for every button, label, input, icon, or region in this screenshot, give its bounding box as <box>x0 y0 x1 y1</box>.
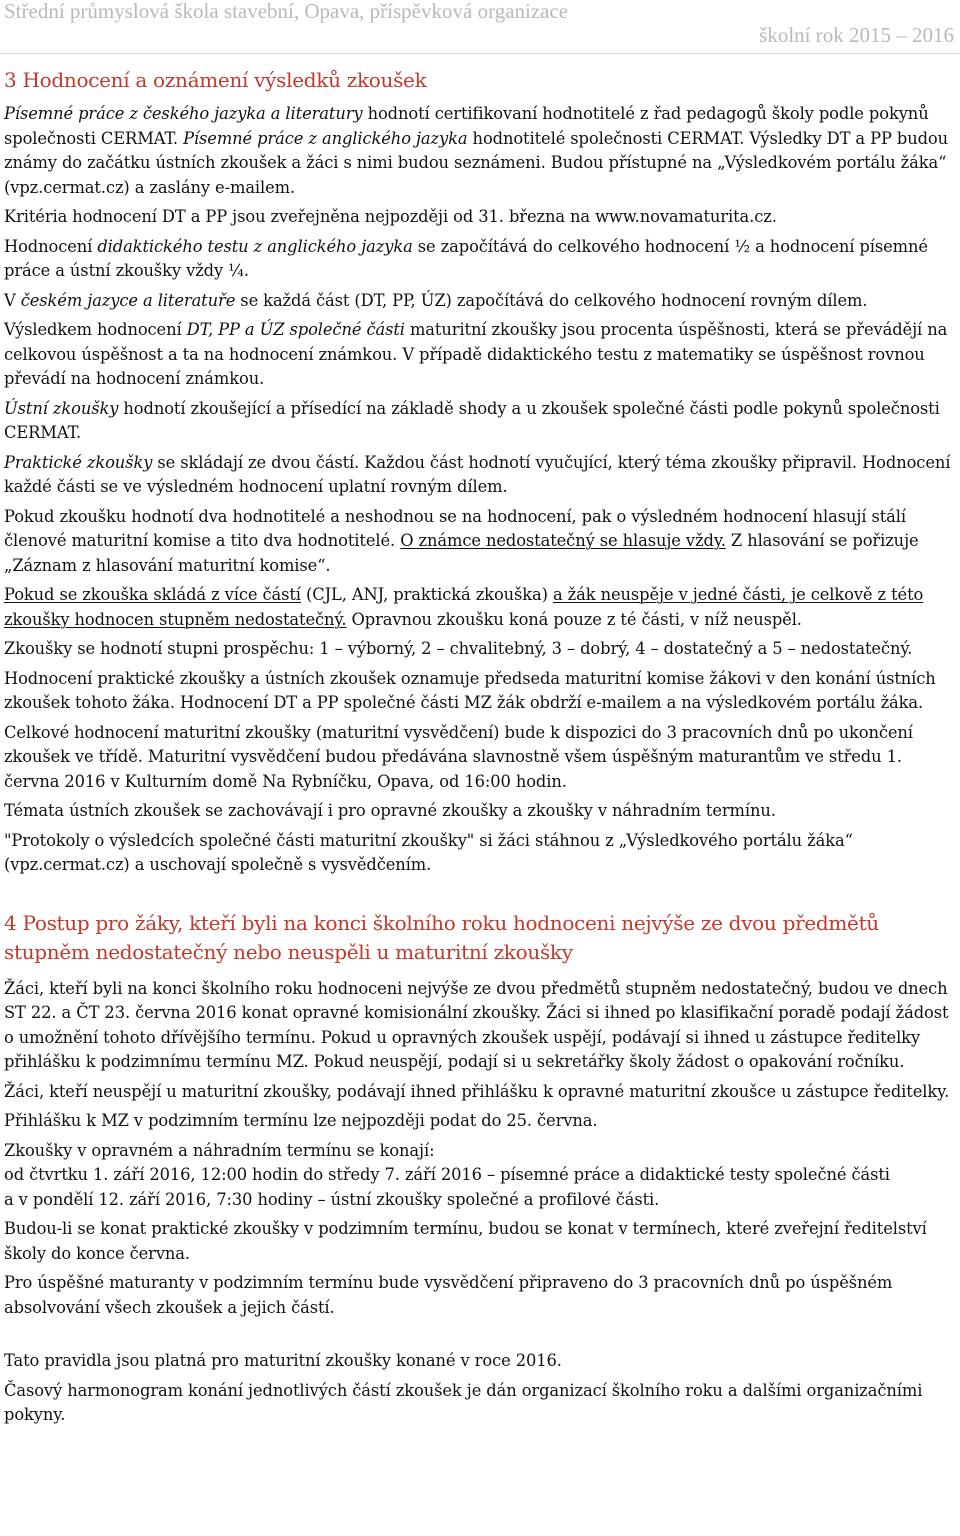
section-3-paragraph <box>4 583 952 632</box>
section-3-paragraph <box>4 667 952 716</box>
section-3-paragraph <box>4 318 952 392</box>
text-run: českém jazyce a literatuře <box>20 290 236 310</box>
text-run: se každá část (DT, PP, ÚZ) započítává do celkového hodnocení rovným dílem. <box>235 290 868 310</box>
text-run: hodnotí zkoušející a přísedící na základě shody a u zkoušek společné části podle pokynů společnosti CERMAT. <box>4 398 940 442</box>
text-run: Témata ústních zkoušek se zachovávají i pro opravné zkoušky a zkoušky v náhradním termínu. <box>4 801 776 820</box>
section-3-paragraph <box>4 829 952 878</box>
text-run: a žák neuspěje v jedné části, je celkově z této zkoušky hodnocen stupněm nedostatečný. <box>4 585 924 629</box>
main-content <box>4 66 952 1433</box>
text-run: se skládají ze dvou částí. Každou část hodnotí vyučující, který téma zkoušky připravil. Hodnocení každé části se ve výsledném hodnocení uplatní rovným dílem. <box>4 452 951 496</box>
text-run: Přihlášku k MZ v podzimním termínu lze nejpozději podat do 25. června. <box>4 1111 598 1130</box>
text-run: Výsledkem hodnocení <box>4 320 187 339</box>
text-run: Celkové hodnocení maturitní zkoušky (maturitní vysvědčení) bude k dispozici do 3 pracovních dnů po ukončení zkoušek ve třídě. Maturitní vysvědčení budou předávána slavnostně všem úspěšným maturantům ve středu 1. června 2016 v Kulturním domě Na Rybníčku, Opava, od 16:00 hodin. <box>4 722 913 791</box>
section-3-heading: 3 Hodnocení a oznámení výsledků zkoušek <box>4 68 427 92</box>
section-3-paragraph <box>4 451 952 500</box>
text-run: O známce nedostatečný se hlasuje vždy. <box>400 531 726 550</box>
text-run: Opravnou zkoušku koná pouze z té části, v níž neuspěl. <box>346 609 802 629</box>
section-3-paragraph <box>4 205 952 230</box>
header-school-name: Střední průmyslová škola stavební, Opava, příspěvková organizace <box>4 0 569 23</box>
section-3-paragraph <box>4 102 952 200</box>
section-3-paragraph <box>4 397 952 446</box>
section-3-paragraph <box>4 289 952 314</box>
text-run: Pokud se zkouška skládá z více částí <box>4 585 301 604</box>
text-run: didaktického testu z anglického jazyka <box>97 236 413 256</box>
schedule-line: a v pondělí 12. září 2016, 7:30 hodiny – ústní zkoušky společné a profilové části. <box>4 1189 660 1209</box>
footer-validity-note: Tato pravidla jsou platná pro maturitní zkoušky konané v roce 2016. <box>4 1351 562 1370</box>
spacer <box>4 1325 952 1349</box>
section-4-paragraph <box>4 1080 952 1105</box>
text-run: Budou-li se konat praktické zkoušky v podzimním termínu, budou se konat v termínech, které zveřejní ředitelství školy do konce června. <box>4 1219 927 1263</box>
text-run: Kritéria hodnocení DT a PP jsou zveřejněna nejpozději od 31. března na www.novamaturita.cz. <box>4 207 777 226</box>
section-3-paragraph <box>4 235 952 284</box>
section-4-schedule <box>4 1139 952 1213</box>
section-3-paragraph <box>4 721 952 795</box>
section-3-paragraph <box>4 637 952 662</box>
text-run: Pro úspěšné maturanty v podzimním termínu bude vysvědčení připraveno do 3 pracovních dnů po úspěšném absolvování všech zkoušek a jejich částí. <box>4 1273 893 1317</box>
header-school-year: školní rok 2015 – 2016 <box>759 23 954 47</box>
section-4-heading: 4 Postup pro žáky, kteří byli na konci školního roku hodnoceni nejvýše ze dvou předmětů stupněm nedostatečný nebo neuspěli u maturitní zkoušky <box>4 910 879 964</box>
text-run: Pokud zkoušku hodnotí dva hodnotitelé a neshodnou se na hodnocení, pak o výsledném hodnocení hlasují stálí členové maturitní komise a tito dva hodnotitelé. <box>4 506 906 550</box>
section-3-paragraph <box>4 505 952 579</box>
text-run: Písemné práce z českého jazyka a literatury <box>4 104 363 123</box>
text-run: Písemné práce z anglického jazyka <box>183 128 468 148</box>
schedule-line: od čtvrtku 1. září 2016, 12:00 hodin do středy 7. září 2016 – písemné práce a didaktické testy společné části <box>4 1165 890 1184</box>
section-4-paragraph <box>4 1109 952 1134</box>
schedule-line: Zkoušky v opravném a náhradním termínu se konají: <box>4 1140 435 1160</box>
text-run: Hodnocení praktické zkoušky a ústních zkoušek oznamuje předseda maturitní komise žákovi v den konání ústních zkoušek tohoto žáka. Hodnocení DT a PP společné části MZ žák obdrží e-mailem a na výsledkovém portálu žáka. <box>4 668 936 712</box>
text-run: hodnotí certifikovaní hodnotitelé z řad pedagogů školy podle pokynů společnosti CERMAT. <box>4 104 929 148</box>
section-3-paragraph <box>4 799 952 824</box>
text-run: Zkoušky se hodnotí stupni prospěchu: 1 – výborný, 2 – chvalitebný, 3 – dobrý, 4 – dostatečný a 5 – nedostatečný. <box>4 639 913 658</box>
header-divider <box>0 53 960 54</box>
section-4-paragraph <box>4 1271 952 1320</box>
text-run: Žáci, kteří byli na konci školního roku hodnoceni nejvýše ze dvou předmětů stupněm nedostatečný, budou ve dnech ST 22. a ČT 23. června 2016 konat opravné komisionální zkoušky. Žáci si ihned po klasifikační poradě podají žádost o umožnění tohoto dřívějšího termínu. Pokud u opravných zkoušek uspějí, podávají si ihned u zástupce ředitelky přihlášku k podzimnímu termínu MZ. Pokud neuspějí, podají si u sekretářky školy žádost o opakování ročníku. <box>4 978 949 1071</box>
text-run: V <box>4 290 21 310</box>
text-run: Ústní zkoušky <box>4 398 119 418</box>
section-4-paragraph <box>4 1217 952 1266</box>
text-run: Hodnocení <box>4 236 98 256</box>
text-run: se započítává do celkového hodnocení ½ a hodnocení písemné práce a ústní zkoušky vždy ¼. <box>4 236 928 280</box>
text-run: (CJL, ANJ, praktická zkouška) <box>300 585 553 604</box>
text-run: Z hlasování se pořizuje „Záznam z hlasování maturitní komise“. <box>4 531 919 575</box>
text-run: "Protokoly o výsledcích společné části maturitní zkoušky" si žáci stáhnou z „Výsledkového portálu žáka“ (vpz.cermat.cz) a uschovají společně s vysvědčením. <box>4 830 853 874</box>
text-run: DT, PP a ÚZ společné části <box>186 320 405 339</box>
text-run: maturitní zkoušky jsou procenta úspěšnosti, která se převádějí na celkovou úspěšnost a ta na hodnocení známkou. V případě didaktického testu z matematiky se úspěšnost rovnou převádí na hodnocení známkou. <box>4 320 948 388</box>
text-run: Praktické zkoušky <box>4 452 153 472</box>
text-run: hodnotitelé společnosti CERMAT. Výsledky DT a PP budou známy do začátku ústních zkoušek a žáci s nimi budou seznámeni. Budou přístupné na „Výsledkovém portálu žáka“ (vpz.cermat.cz) a zaslány e-mailem. <box>4 128 948 197</box>
section-4-paragraph <box>4 977 952 1075</box>
text-run: Žáci, kteří neuspějí u maturitní zkoušky, podávají ihned přihlášku k opravné maturitní zkoušce u zástupce ředitelky. <box>4 1081 950 1101</box>
footer-schedule-note: Časový harmonogram konání jednotlivých částí zkoušek je dán organizací školního roku a dalšími organizačními pokyny. <box>4 1380 923 1424</box>
